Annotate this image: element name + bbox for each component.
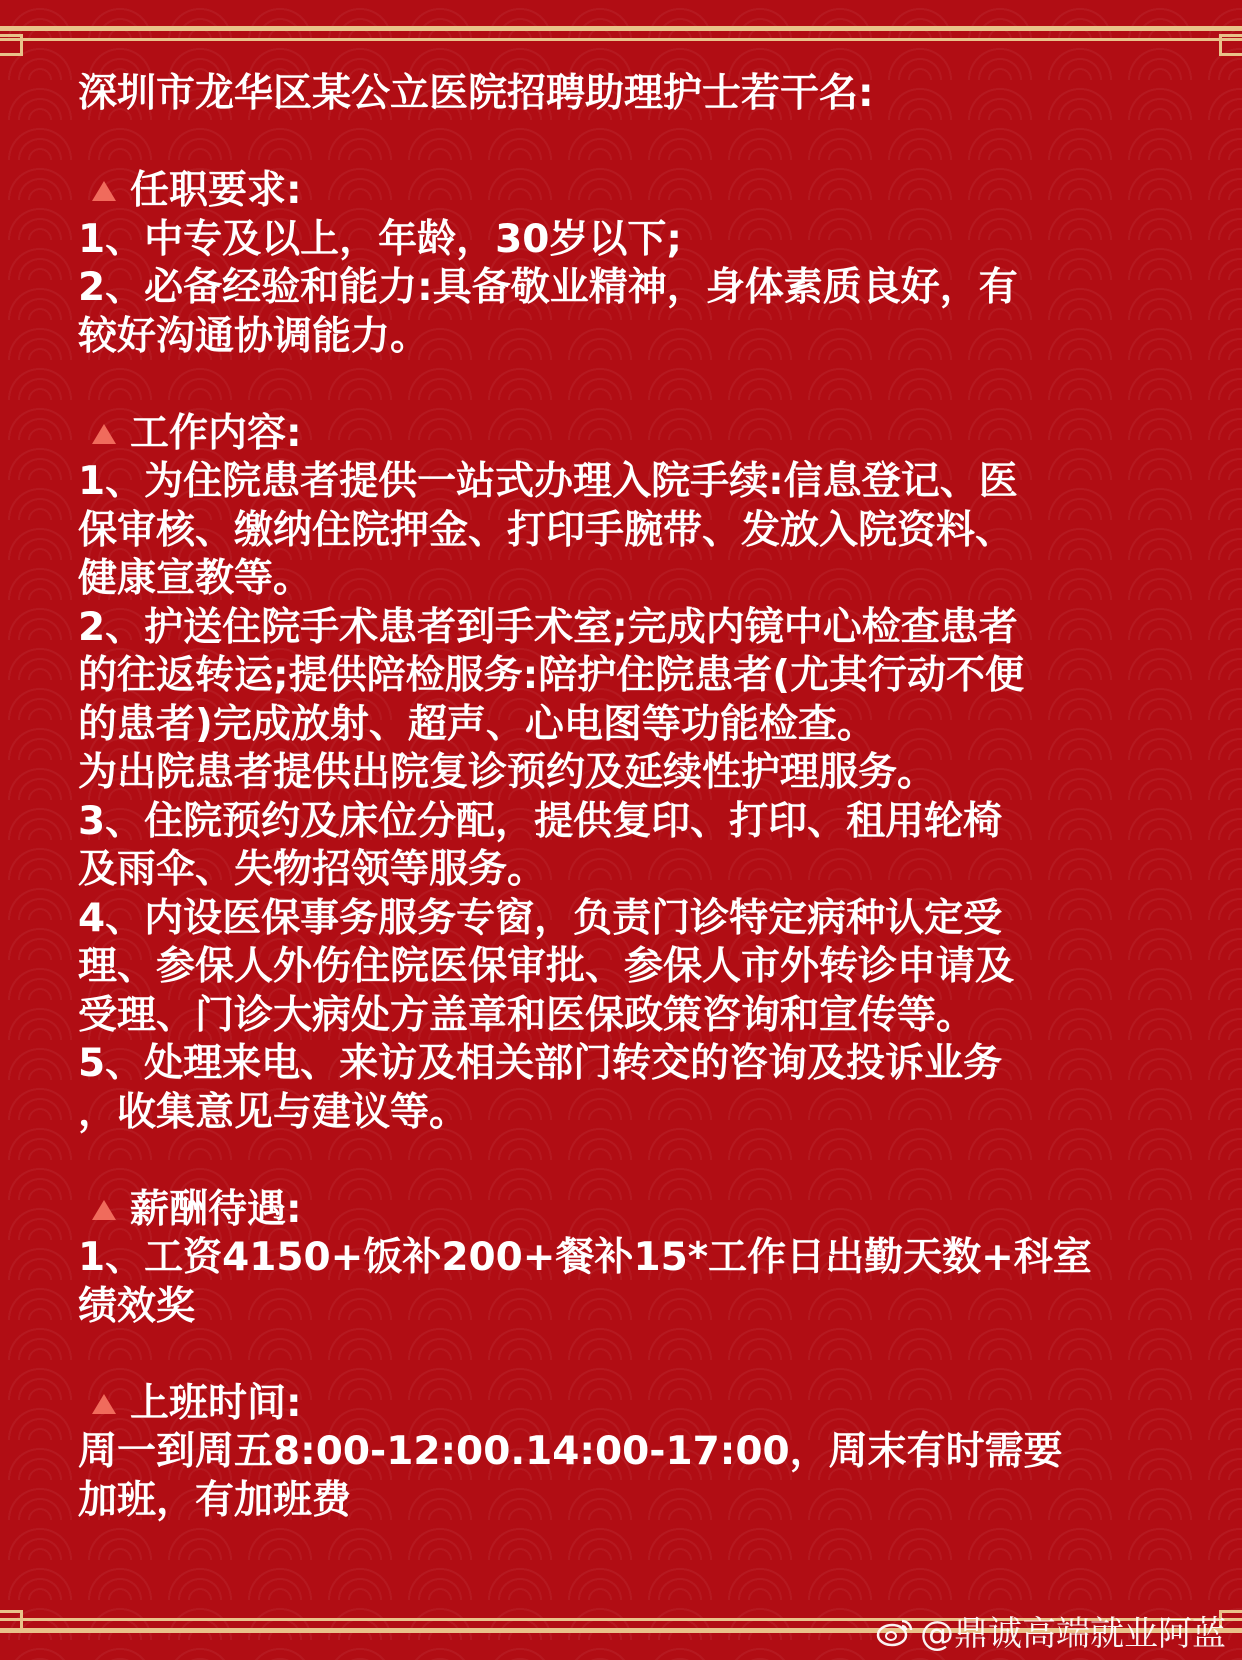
list-item: 1、为住院患者提供一站式办理入院手续:信息登记、医 [78,459,1018,504]
top-border-outer [0,26,1242,31]
list-item: 的往返转运;提供陪检服务:陪护住院患者(尤其行动不便 [78,653,1025,698]
section-heading [78,1186,1168,1235]
job-posting [78,70,1168,1525]
frame-corner-top-right [1219,34,1242,56]
watermark [876,1606,1226,1655]
list-item: 2、必备经验和能力:具备敬业精神，身体素质良好，有 [78,265,1018,310]
list-item: ，收集意见与建议等。 [78,1089,469,1135]
section-salary [78,1186,1168,1332]
list-item: 绩效奖 [78,1283,196,1329]
weibo-icon [876,1615,914,1647]
list-item: 的患者)完成放射、超声、心电图等功能检查。 [78,701,876,747]
spacer [78,1137,1168,1186]
frame-corner-top-left [0,34,23,56]
list-item: 受理、门诊大病处方盖章和医保政策咨询和宣传等。 [78,992,976,1038]
list-item: 1、工资4150+饭补200+餐补15*工作日出勤天数+科室 [78,1235,1092,1280]
list-item: 加班，有加班费 [78,1477,352,1523]
list-item: 较好沟通协调能力。 [78,313,430,359]
list-item: 4、内设医保事务服务专窗，负责门诊特定病种认定受 [78,895,1003,941]
top-border-inner [0,38,1242,41]
list-item: 1、中专及以上，年龄，30岁以下; [78,216,683,262]
list-item: 2、护送住院手术患者到手术室;完成内镜中心检查患者 [78,604,1018,650]
triangle-icon [92,1394,116,1414]
section-heading-text: 工作内容: [130,410,302,456]
posting-title: 深圳市龙华区某公立医院招聘助理护士若干名: [78,71,874,116]
frame-corner-bottom-left [0,1610,23,1632]
section-heading [78,167,1168,216]
spacer [78,361,1168,410]
list-item: 5、处理来电、来访及相关部门转交的咨询及投诉业务 [78,1041,1003,1086]
section-heading-text: 上班时间: [130,1380,302,1426]
list-item: 周一到周五8:00-12:00.14:00-17:00，周末有时需要 [78,1429,1063,1474]
section-heading-text: 任职要求: [130,168,302,213]
list-item: 及雨伞、失物招领等服务。 [78,847,547,892]
section-heading-text: 薪酬待遇: [130,1186,302,1232]
triangle-icon [92,1200,116,1220]
list-item: 健康宣教等。 [78,556,313,601]
section-duties [78,410,1168,1138]
section-heading [78,410,1168,459]
section-heading [78,1380,1168,1429]
triangle-icon [92,424,116,444]
list-item: 3、住院预约及床位分配，提供复印、打印、租用轮椅 [78,798,1003,844]
list-item: 理、参保人外伤住院医保审批、参保人市外转诊申请及 [78,944,1015,989]
section-working-hours [78,1380,1168,1526]
list-item: 为出院患者提供出院复诊预约及延续性护理服务。 [78,750,937,795]
spacer [78,1331,1168,1380]
watermark-text: @鼎诚高端就业阿蓝 [920,1614,1226,1654]
spacer [78,119,1168,168]
list-item: 保审核、缴纳住院押金、打印手腕带、发放入院资料、 [78,507,1015,553]
section-requirements [78,167,1168,361]
triangle-icon [92,181,116,201]
